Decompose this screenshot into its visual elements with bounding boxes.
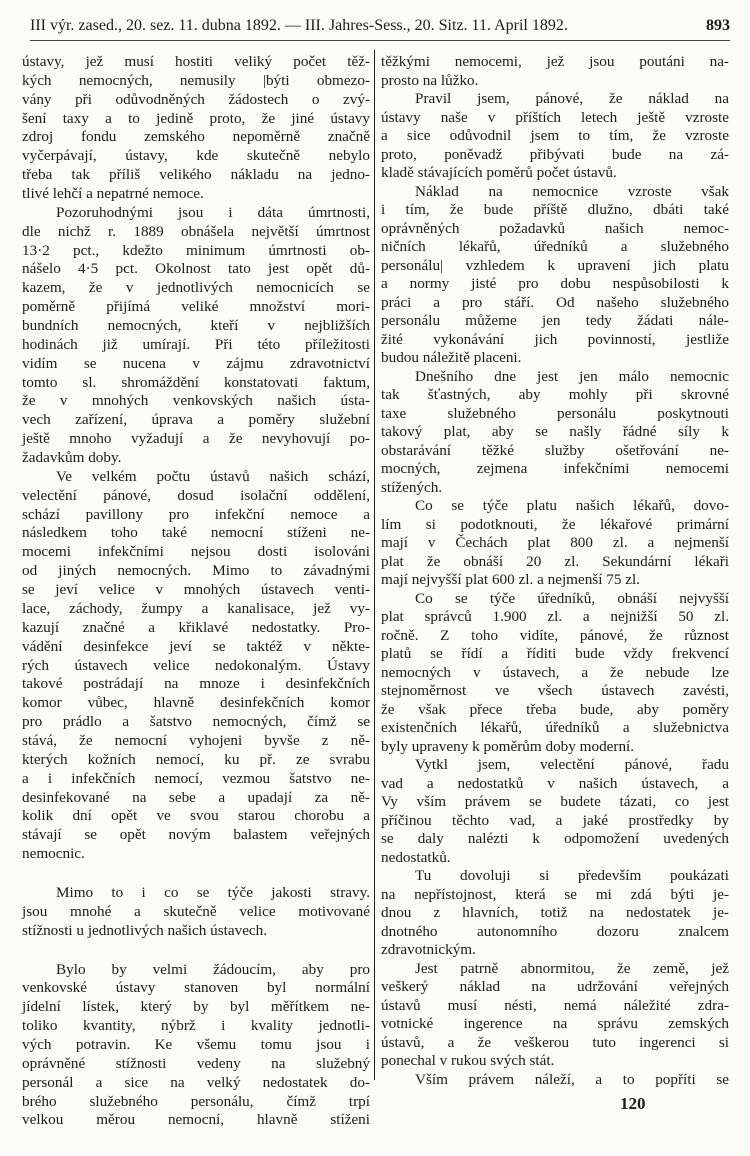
text-line: poměrně přijímá veliké množství mori- xyxy=(22,298,370,316)
text-line: taxe služebného personálu poskytnouti xyxy=(381,404,729,422)
text-line: Pravil jsem, pánové, že náklad na xyxy=(415,90,729,107)
text-line: velectění pánové, dosud isolační oddělení, xyxy=(22,486,370,504)
text-line: mocemi infekčními nejsou dosti isolováni xyxy=(22,543,370,561)
text-line: ještě mnoho vyžadují a že nevyhovují po- xyxy=(22,430,370,448)
text-line: vyčerpávají, ústavy, kde skutečně nebylo xyxy=(22,147,370,165)
paragraph xyxy=(381,497,729,590)
page-number: 893 xyxy=(706,17,730,34)
right-column xyxy=(381,53,729,1089)
text-line: nedostatků. xyxy=(381,848,451,866)
paragraph xyxy=(22,961,370,1131)
text-line: i tím, že bude příště dlužno, dbáti také xyxy=(381,201,729,218)
text-line: stížnosti u jednotlivých našich ústavech. xyxy=(22,921,268,939)
text-line: Vším právem náleží, a to popříti se xyxy=(415,1070,729,1088)
text-line: kazem, že v jednotlivých nemocnicích se xyxy=(22,279,370,297)
text-line: ponechal v rukou svých stát. xyxy=(381,1052,555,1069)
text-line: proto, poněvadž přibývati bude na zá- xyxy=(381,145,729,163)
text-line: budou náležitě placeni. xyxy=(381,349,522,366)
text-line: desinfekované na sebe a upadají za ně- xyxy=(22,788,370,806)
paragraph xyxy=(381,867,729,960)
text-line: dnou z hlavních, totiž na nedostatek je- xyxy=(381,904,729,921)
paragraph xyxy=(381,90,729,183)
text-line: dle nichž r. 1889 obnášela největší úmrtnost xyxy=(22,222,370,240)
text-line: vány při odůvodněných žádostech o zvý- xyxy=(22,90,370,108)
text-line: lím si podotknouti, že lékařové primární xyxy=(381,515,729,533)
text-line: brého služebného personálu, čímž trpí xyxy=(22,1092,370,1110)
column-divider xyxy=(374,50,375,1080)
text-line: bundních nemocných, kteří v nejbližších xyxy=(22,317,370,335)
text-line: a sice odůvodnil jsem to tím, že vzroste xyxy=(381,127,729,144)
text-line: vidím se nucena v zájmu zdravotnictví xyxy=(22,354,370,372)
paragraph xyxy=(381,53,729,90)
text-line: plat správců 1.900 zl. a nejnižší 50 zl. xyxy=(381,608,729,625)
text-line: takový plat, aby se našly řádné síly k xyxy=(381,423,729,440)
paragraph xyxy=(381,183,729,368)
text-line: kých nemocných, nemusily |býti obmezo- xyxy=(22,71,370,89)
paragraph xyxy=(381,1071,729,1090)
text-line: kladě stávajících poměrů počet ústavů. xyxy=(381,164,617,181)
header-rule xyxy=(30,40,730,41)
text-line: Tu dovoluji si především poukázati xyxy=(415,867,729,884)
text-line: příčinou těchto vad, a jaké prostředky by xyxy=(381,811,729,829)
text-line: a i infekčních nemocí, vezmou šatstvo ne- xyxy=(22,769,370,787)
paragraph xyxy=(381,368,729,498)
text-line: Vy vším právem se budete tázati, co jest xyxy=(381,793,729,810)
text-line: vádění desinfekce jeví se taktéž v někte- xyxy=(22,637,370,655)
text-line: Vytkl jsem, velectění pánové, řadu xyxy=(415,756,729,773)
text-line: ústavů, a že veškerou tuto ingerenci si xyxy=(381,1033,729,1051)
text-line: personálu můžeme jen tedy žádati nále- xyxy=(381,312,729,329)
text-line: komor vůbec, hlavně desinfekčních komor xyxy=(22,694,370,712)
text-line: hodinách již umírají. Při této příležitosti xyxy=(22,335,370,353)
text-line: ničních lékařů, úředníků a služebného xyxy=(381,238,729,255)
text-line: Co se týče úředníků, obnáší nejvyšší xyxy=(415,589,729,607)
text-line: ústavů musí nésti, nemá náležité zdra- xyxy=(381,996,729,1014)
text-line: nemocnic. xyxy=(22,845,85,863)
text-line: personál a sice na velký nedostatek do- xyxy=(22,1073,370,1091)
text-line: kazují značné a křiklavé nedostatky. Pro- xyxy=(22,618,370,636)
text-line: práci a pro stáří. Od našeho služebného xyxy=(381,293,729,311)
text-line: vech zařízení, úprava a poměry služební xyxy=(22,411,370,429)
text-line: vých potravin. Ke všemu tomu jsou i xyxy=(22,1035,370,1053)
text-line: zdroj fondu zemského nepoměrně značně xyxy=(22,128,370,146)
paragraph xyxy=(381,960,729,1071)
text-line: rých ústavech velice nedokonalým. Ústavy xyxy=(22,656,370,674)
text-line: prosto na lůžko. xyxy=(381,71,479,89)
text-line: stává, že nemocní vyhojeni byvše z ně- xyxy=(22,731,370,749)
paragraph xyxy=(22,53,370,204)
text-line: existenčních lékařů, úředníků a služebnictva xyxy=(381,719,729,736)
paragraph xyxy=(22,884,370,941)
text-line: Náklad na nemocnice vzroste však xyxy=(415,182,729,200)
paragraph xyxy=(381,590,729,757)
text-line: žadavkům doby. xyxy=(22,449,122,467)
text-line: ústavy naše v příštích letech ještě vzroste xyxy=(381,108,729,126)
text-line: stejnoměrnost ve všech ústavech zavésti, xyxy=(381,682,729,699)
left-column xyxy=(22,53,370,1130)
text-line: stávají se opět novým balastem veřejných xyxy=(22,826,370,844)
text-line: následkem toho také nemocní stíženi ne- xyxy=(22,524,370,542)
text-line: se daly nalézti k odpomožení uvedených xyxy=(381,830,729,847)
text-line: Mimo to i co se týče jakosti stravy. xyxy=(56,883,370,901)
text-line: takové postrádají na mnoze i desinfekčních xyxy=(22,675,370,693)
paragraph xyxy=(22,468,370,864)
text-line: obstarávání těžké služby ošetřování ne- xyxy=(381,441,729,459)
text-line: šení taxy a to jedině proto, že jiné ústavy xyxy=(22,109,370,127)
text-line: tomto sl. shromáždění konstatovati faktum, xyxy=(22,373,370,391)
text-line: lace, záchody, žumpy a kanalisace, jež vy- xyxy=(22,599,370,617)
text-line: velkou měrou nemocní, hlavně stíženi xyxy=(22,1111,370,1129)
text-line: Pozoruhodnými jsou i dáta úmrtnosti, xyxy=(56,203,370,221)
text-line: se jeví velice v mnohých ústavech venti- xyxy=(22,581,370,599)
text-line: pro prádlo a šatstvo nemocných, čímž se xyxy=(22,713,370,731)
text-line: kterých kožních nemocí, ku př. ze svrabu xyxy=(22,750,370,768)
text-line: nášelo 4·5 pct. Okolnost tato jest opět dů- xyxy=(22,260,370,278)
text-line: votnické ingerence na správu zemských xyxy=(381,1015,729,1032)
sheet-number: 120 xyxy=(620,1094,646,1113)
text-line: byly upraveny k poměrům doby moderní. xyxy=(381,737,635,755)
text-line: Dnešního dne jest jen málo nemocnic xyxy=(415,367,729,385)
text-line: tak šťastných, aby mohly při skrovné xyxy=(381,386,729,403)
text-line: tlivé lehčí a nepatrné nemoce. xyxy=(22,185,204,203)
text-line: zdravotnickým. xyxy=(381,941,476,958)
text-line: schází pavillony pro infekční nemoce a xyxy=(22,505,370,523)
text-line: personálu| vzhledem k upravení jich platu xyxy=(381,256,729,274)
text-line: mají v Čechách plat 800 zl. a nejmenší xyxy=(381,534,729,551)
text-line: plat že obnáší 20 zl. Sekundární lékaři xyxy=(381,552,729,570)
text-line: venkovské ústavy stanoven byl normální xyxy=(22,979,370,997)
text-line: Bylo by velmi žádoucím, aby pro xyxy=(56,960,370,978)
text-line: ústavy, jež musí hostiti veliký počet těž- xyxy=(22,53,370,70)
text-line: oprávněné stížnosti vedeny na služebný xyxy=(22,1054,370,1072)
text-line: platů se řídí a říditi bude vždy frekvencí xyxy=(381,645,729,662)
text-line: oprávněných požadavků našich nemoc- xyxy=(381,219,729,237)
text-line: Co se týče platu našich lékařů, dovo- xyxy=(415,497,729,514)
text-line: jídelní lístek, který by byl měřítkem ne- xyxy=(22,998,370,1016)
text-line: jsou mnohé a skutečně velice motivované xyxy=(22,902,370,920)
text-line: kolik dní opět ve svou starou chorobu a xyxy=(22,807,370,825)
running-header xyxy=(30,17,730,39)
text-line: že však přece třeba bude, aby poměry xyxy=(381,700,729,718)
text-line: dnotného autonomního dozoru znalcem xyxy=(381,922,729,940)
text-line: mají nejvyšší plat 600 zl. a nejmenší 75 zl. xyxy=(381,571,640,588)
text-line: těžkými nemocemi, jež jsou poutáni na- xyxy=(381,53,729,70)
text-line: Ve velkém počtu ústavů našich schází, xyxy=(56,467,370,485)
text-line: 13·2 pct., kdežto minimum úmrtnosti ob- xyxy=(22,241,370,259)
text-line: vad a nedostatků v našich ústavech, a xyxy=(381,774,729,792)
paragraph xyxy=(22,204,370,468)
paragraph xyxy=(381,756,729,867)
text-line: Jest patrně abnormitou, že země, jež xyxy=(415,959,729,977)
text-line: veškerý náklad na udržování veřejných xyxy=(381,978,729,995)
text-line: a normy jisté pro dobu nespůsobilosti k xyxy=(381,275,729,292)
text-line: třeba tak příliš velikého nákladu na jedno- xyxy=(22,166,370,184)
text-line: ročně. Z toho vidíte, pánové, že různost xyxy=(381,626,729,644)
text-line: mocných, zejmena infekčními nemocemi xyxy=(381,460,729,477)
text-line: žité vykonávání jich povinností, jestliže xyxy=(381,330,729,348)
text-line: že v mnohých venkovských našich ústa- xyxy=(22,392,370,410)
text-line: stížených. xyxy=(381,478,443,496)
text-line: na nepřístojnost, která se mi zdá býti je- xyxy=(381,885,729,903)
header-title: III výr. zased., 20. sez. 11. dubna 1892. — III. Jahres-Sess., 20. Sitz. 11. April 1892. xyxy=(30,17,568,34)
text-line: toliko kvantity, nýbrž i kvality jednotli- xyxy=(22,1017,370,1035)
text-line: od jiných nemocných. Mimo to závadnými xyxy=(22,562,370,580)
text-line: nemocných v ústavech, a že nebude lze xyxy=(381,663,729,681)
